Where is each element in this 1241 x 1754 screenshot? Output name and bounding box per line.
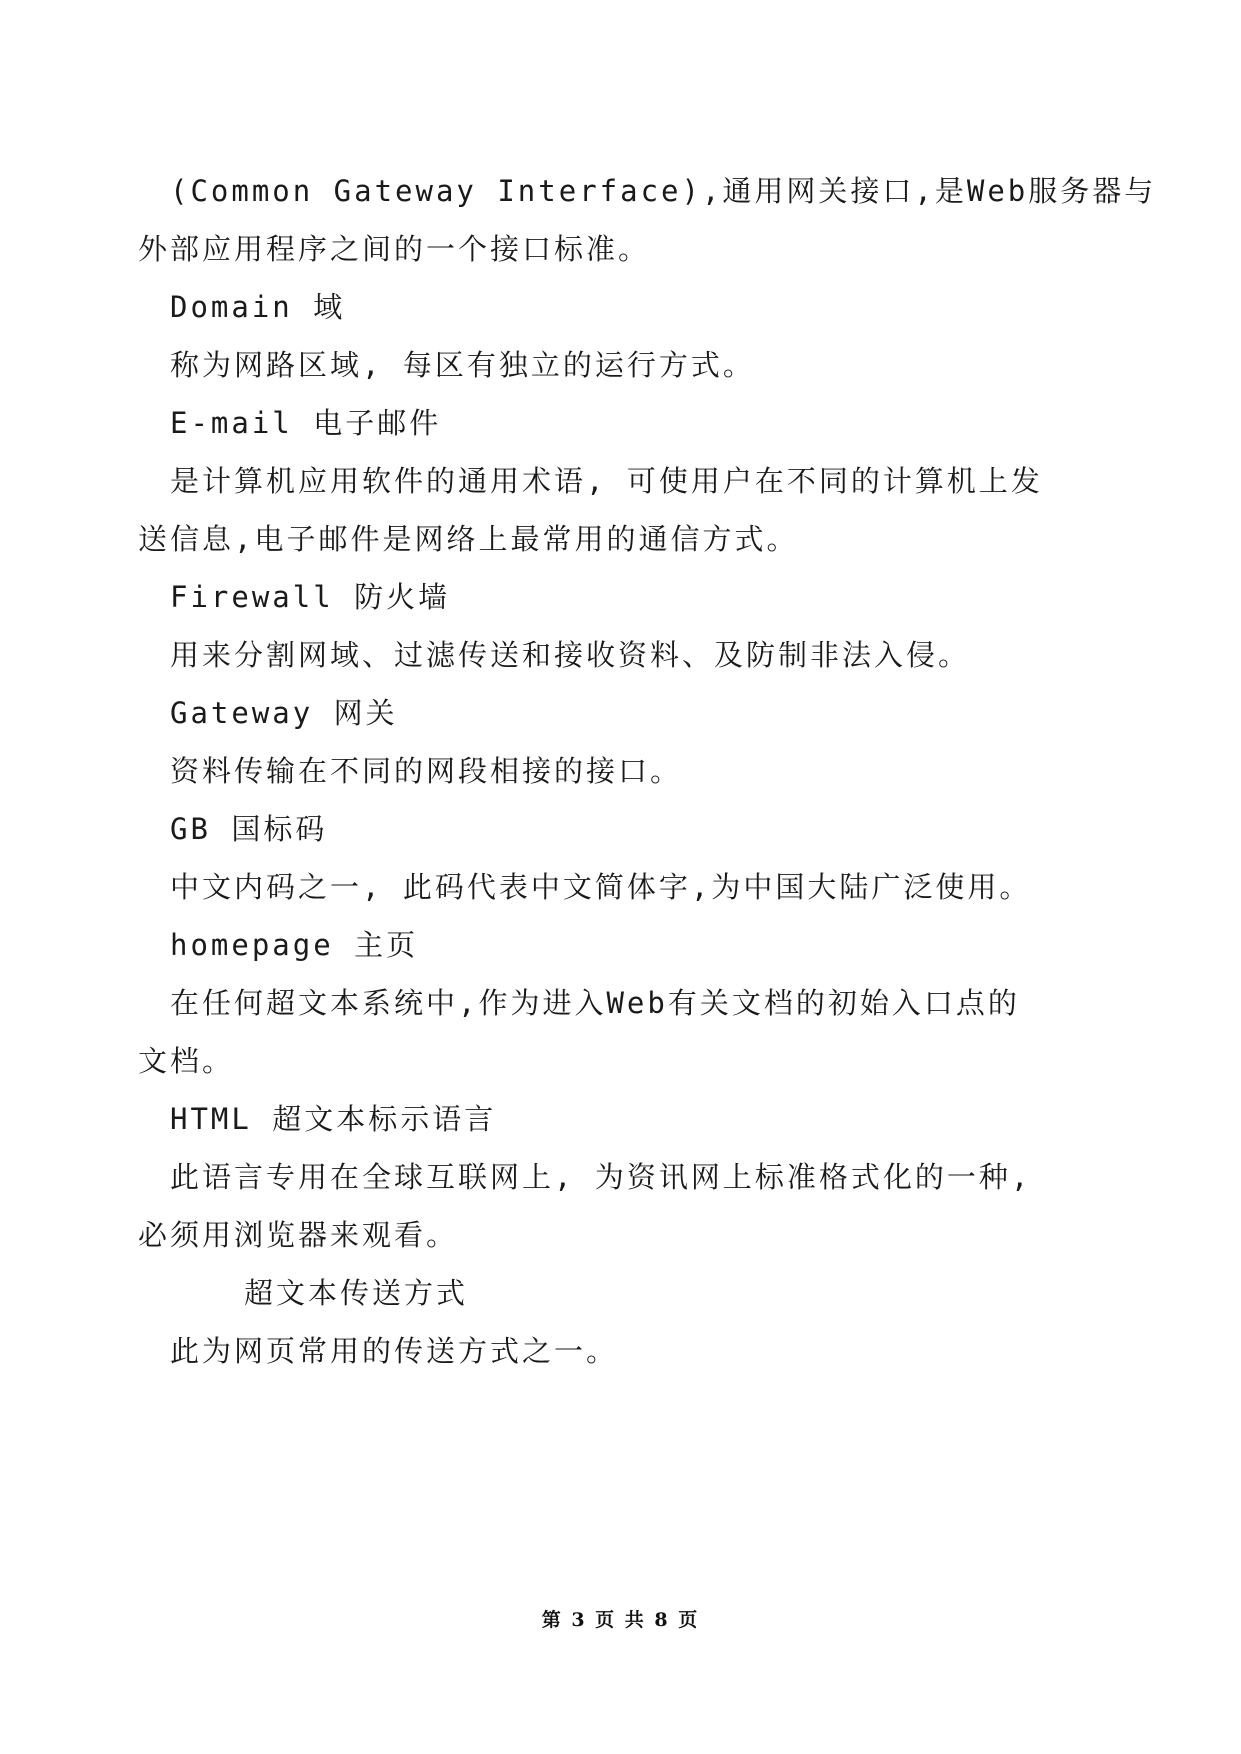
glossary-term: E-mail 电子邮件 [170, 406, 442, 440]
text-line: 用来分割网域、过滤传送和接收资料、及防制非法入侵。 [170, 638, 971, 672]
text-line: 文档。 [138, 1044, 235, 1078]
page-footer: 第 3 页 共 8 页 [541, 1609, 700, 1631]
text-line: 送信息,电子邮件是网络上最常用的通信方式。 [138, 522, 799, 556]
text-line: 资料传输在不同的网段相接的接口。 [170, 754, 683, 788]
text-line: 中文内码之一, 此码代表中文简体字,为中国大陆广泛使用。 [170, 870, 1032, 904]
glossary-term: Domain 域 [170, 290, 346, 324]
text-line: 此语言专用在全球互联网上, 为资讯网上标准格式化的一种, [170, 1160, 1032, 1194]
text-line: 必须用浏览器来观看。 [138, 1218, 459, 1252]
glossary-term: GB 国标码 [170, 812, 328, 846]
text-line: 此为网页常用的传送方式之一。 [170, 1334, 619, 1368]
text-line: (Common Gateway Interface),通用网关接口,是Web服务器与 [170, 174, 1157, 208]
glossary-term: Firewall 防火墙 [170, 580, 451, 614]
text-line: 在任何超文本系统中,作为进入Web有关文档的初始入口点的 [170, 986, 1020, 1020]
glossary-term: HTML 超文本标示语言 [170, 1102, 497, 1136]
text-line: 外部应用程序之间的一个接口标准。 [138, 232, 651, 266]
glossary-term: Gateway 网关 [170, 696, 398, 730]
glossary-term: homepage 主页 [170, 928, 419, 962]
glossary-term: 超文本传送方式 [244, 1276, 469, 1310]
text-line: 称为网路区域, 每区有独立的运行方式。 [170, 348, 755, 382]
text-line: 是计算机应用软件的通用术语, 可使用户在不同的计算机上发 [170, 464, 1043, 498]
